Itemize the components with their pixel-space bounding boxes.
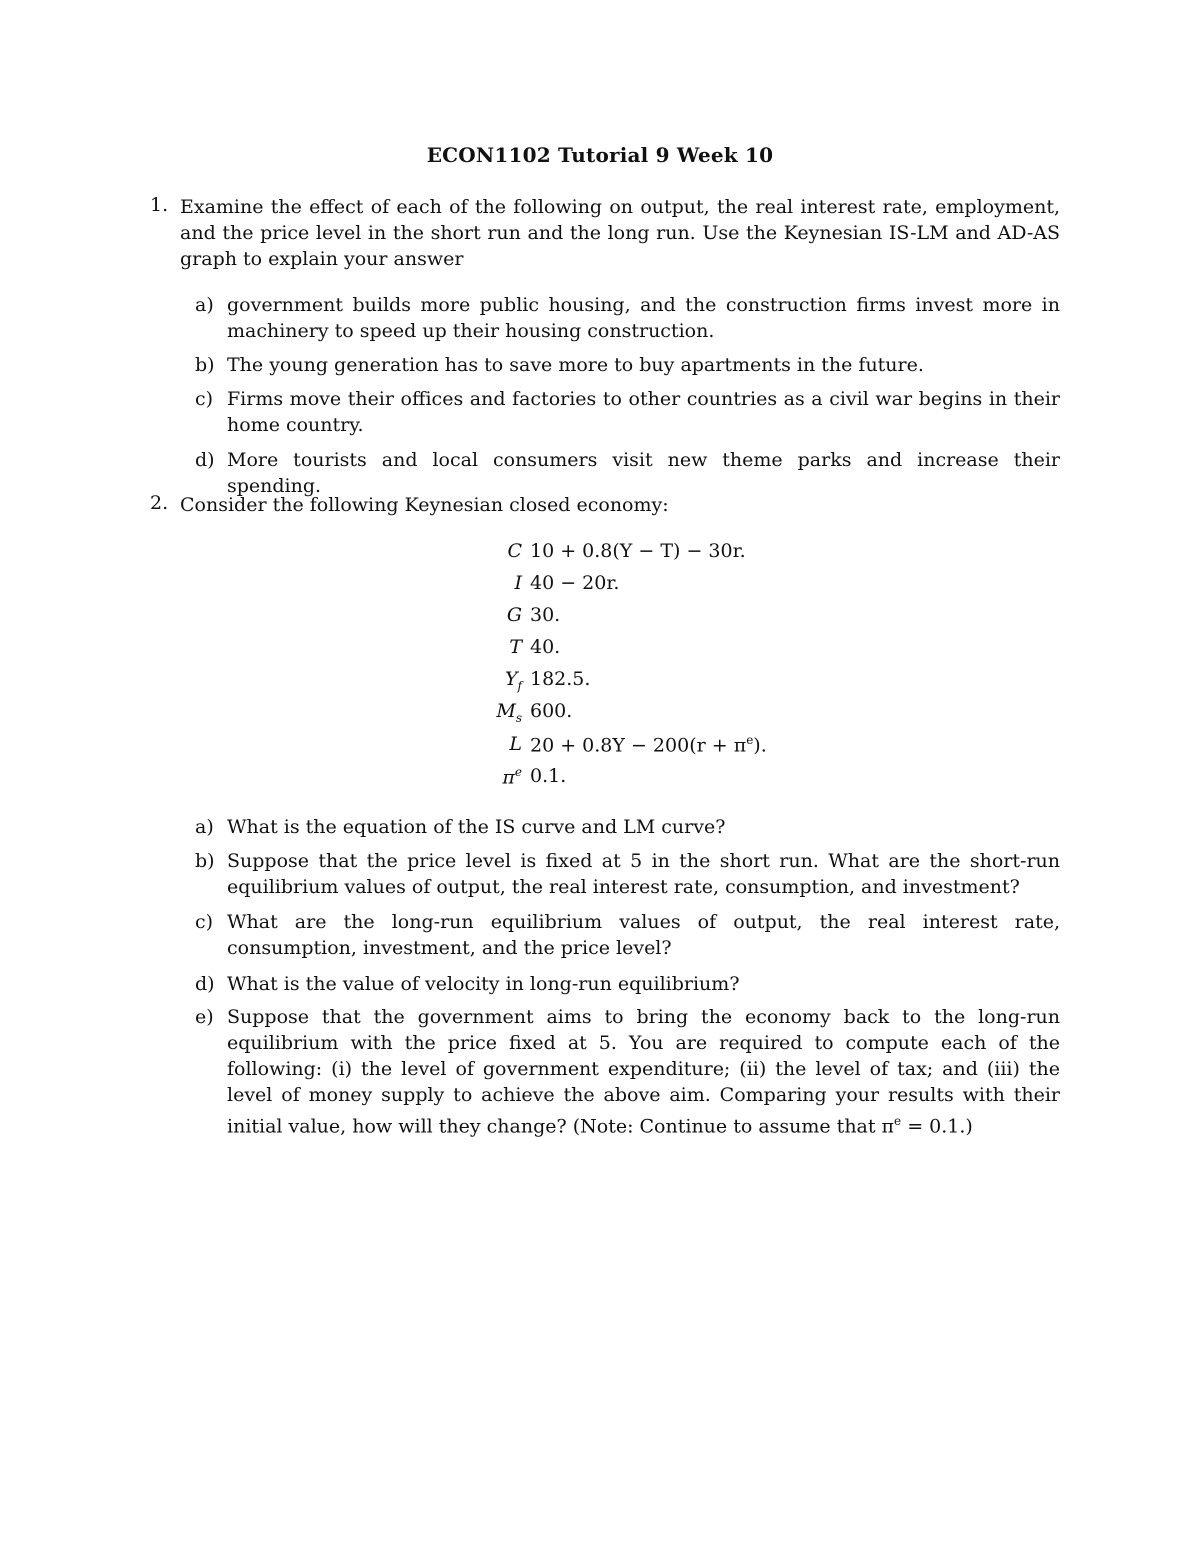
equation-lhs: $\pi^e$ xyxy=(502,765,522,789)
part-label: d) xyxy=(195,449,215,471)
equation-rhs: 40. xyxy=(530,636,561,658)
document-title: ECON1102 Tutorial 9 Week 10 xyxy=(426,143,774,167)
equation-consumption xyxy=(440,540,840,574)
part-text: Suppose that the price level is fixed at 5 in the short run. What are the short-run equilibrium values of output, the real interest rate, consumption, and investment? xyxy=(227,850,1060,898)
q2-part-e xyxy=(195,1004,1060,1139)
question-number: 1. xyxy=(150,194,169,216)
equation-lhs: C xyxy=(507,540,522,562)
equation-lhs: $Y_f$ xyxy=(505,668,522,693)
part-label: b) xyxy=(195,354,215,376)
equation-investment xyxy=(440,572,840,606)
question-1 xyxy=(150,194,1060,272)
part-label: e) xyxy=(195,1006,214,1028)
equation-money-demand xyxy=(440,733,840,767)
part-label: c) xyxy=(195,388,214,410)
part-text: The young generation has to save more to buy apartments in the future. xyxy=(227,354,924,376)
equation-lhs: T xyxy=(509,636,522,658)
equation-rhs: 0.1. xyxy=(530,765,567,787)
equation-rhs: 10 + 0.8(Y − T) − 30r. xyxy=(530,540,746,562)
q2-part-a xyxy=(195,814,1060,840)
part-text: government builds more public housing, and the construction firms invest more in machinery to speed up their housing construction. xyxy=(227,294,1060,342)
equation-money-supply xyxy=(440,700,840,734)
part-text: What are the long-run equilibrium values of output, the real interest rate, consumption, investment, and the price level? xyxy=(227,911,1060,959)
part-text: Suppose that the government aims to bring the economy back to the long-run equilibrium with the price fixed at 5. You are required to compute each of the following: (i) the level of government expenditure; (ii) the level of tax; and (iii) the level of money supply to achieve the above aim. Comparing your results with their initial value, how will they change? (Note: Continue to assume that $\pi^e = 0.1$.) xyxy=(227,1006,1060,1138)
equation-tax xyxy=(440,636,840,670)
equation-rhs: 40 − 20r. xyxy=(530,572,620,594)
part-label: a) xyxy=(195,816,214,838)
equation-rhs: 182.5. xyxy=(530,668,591,690)
part-label: c) xyxy=(195,911,214,933)
question-number: 2. xyxy=(150,492,169,514)
q2-part-c xyxy=(195,909,1060,961)
equation-lhs: G xyxy=(506,604,522,626)
part-text: What is the value of velocity in long-run equilibrium? xyxy=(227,973,740,995)
question-2 xyxy=(150,492,1060,518)
part-text: More tourists and local consumers visit new theme parks and increase their spending. xyxy=(227,449,1060,497)
part-text: Firms move their offices and factories to other countries as a civil war begins in their home country. xyxy=(227,388,1060,436)
equation-lhs: $M_s$ xyxy=(496,700,522,725)
equation-full-employment-output xyxy=(440,668,840,702)
part-label: d) xyxy=(195,973,215,995)
q1-part-b xyxy=(195,352,1060,378)
question-text: Examine the effect of each of the following on output, the real interest rate, employment, and the price level in the short run and the long run. Use the Keynesian IS-LM and AD-AS graph to explain your answer xyxy=(180,196,1060,270)
equation-expected-inflation xyxy=(440,765,840,799)
equation-government xyxy=(440,604,840,638)
q2-part-d xyxy=(195,971,1060,997)
equation-lhs: I xyxy=(514,572,522,594)
equation-lhs: L xyxy=(509,733,522,755)
equation-rhs: 30. xyxy=(530,604,561,626)
part-label: a) xyxy=(195,294,214,316)
q2-part-b xyxy=(195,848,1060,900)
part-text: What is the equation of the IS curve and LM curve? xyxy=(227,816,726,838)
q1-part-c xyxy=(195,386,1060,438)
equation-rhs: 600. xyxy=(530,700,573,722)
part-label: b) xyxy=(195,850,215,872)
equation-rhs: $20 + 0.8Y - 200(r + \pi^e)$. xyxy=(530,733,767,757)
q1-part-a xyxy=(195,292,1060,344)
question-text: Consider the following Keynesian closed economy: xyxy=(180,494,669,516)
